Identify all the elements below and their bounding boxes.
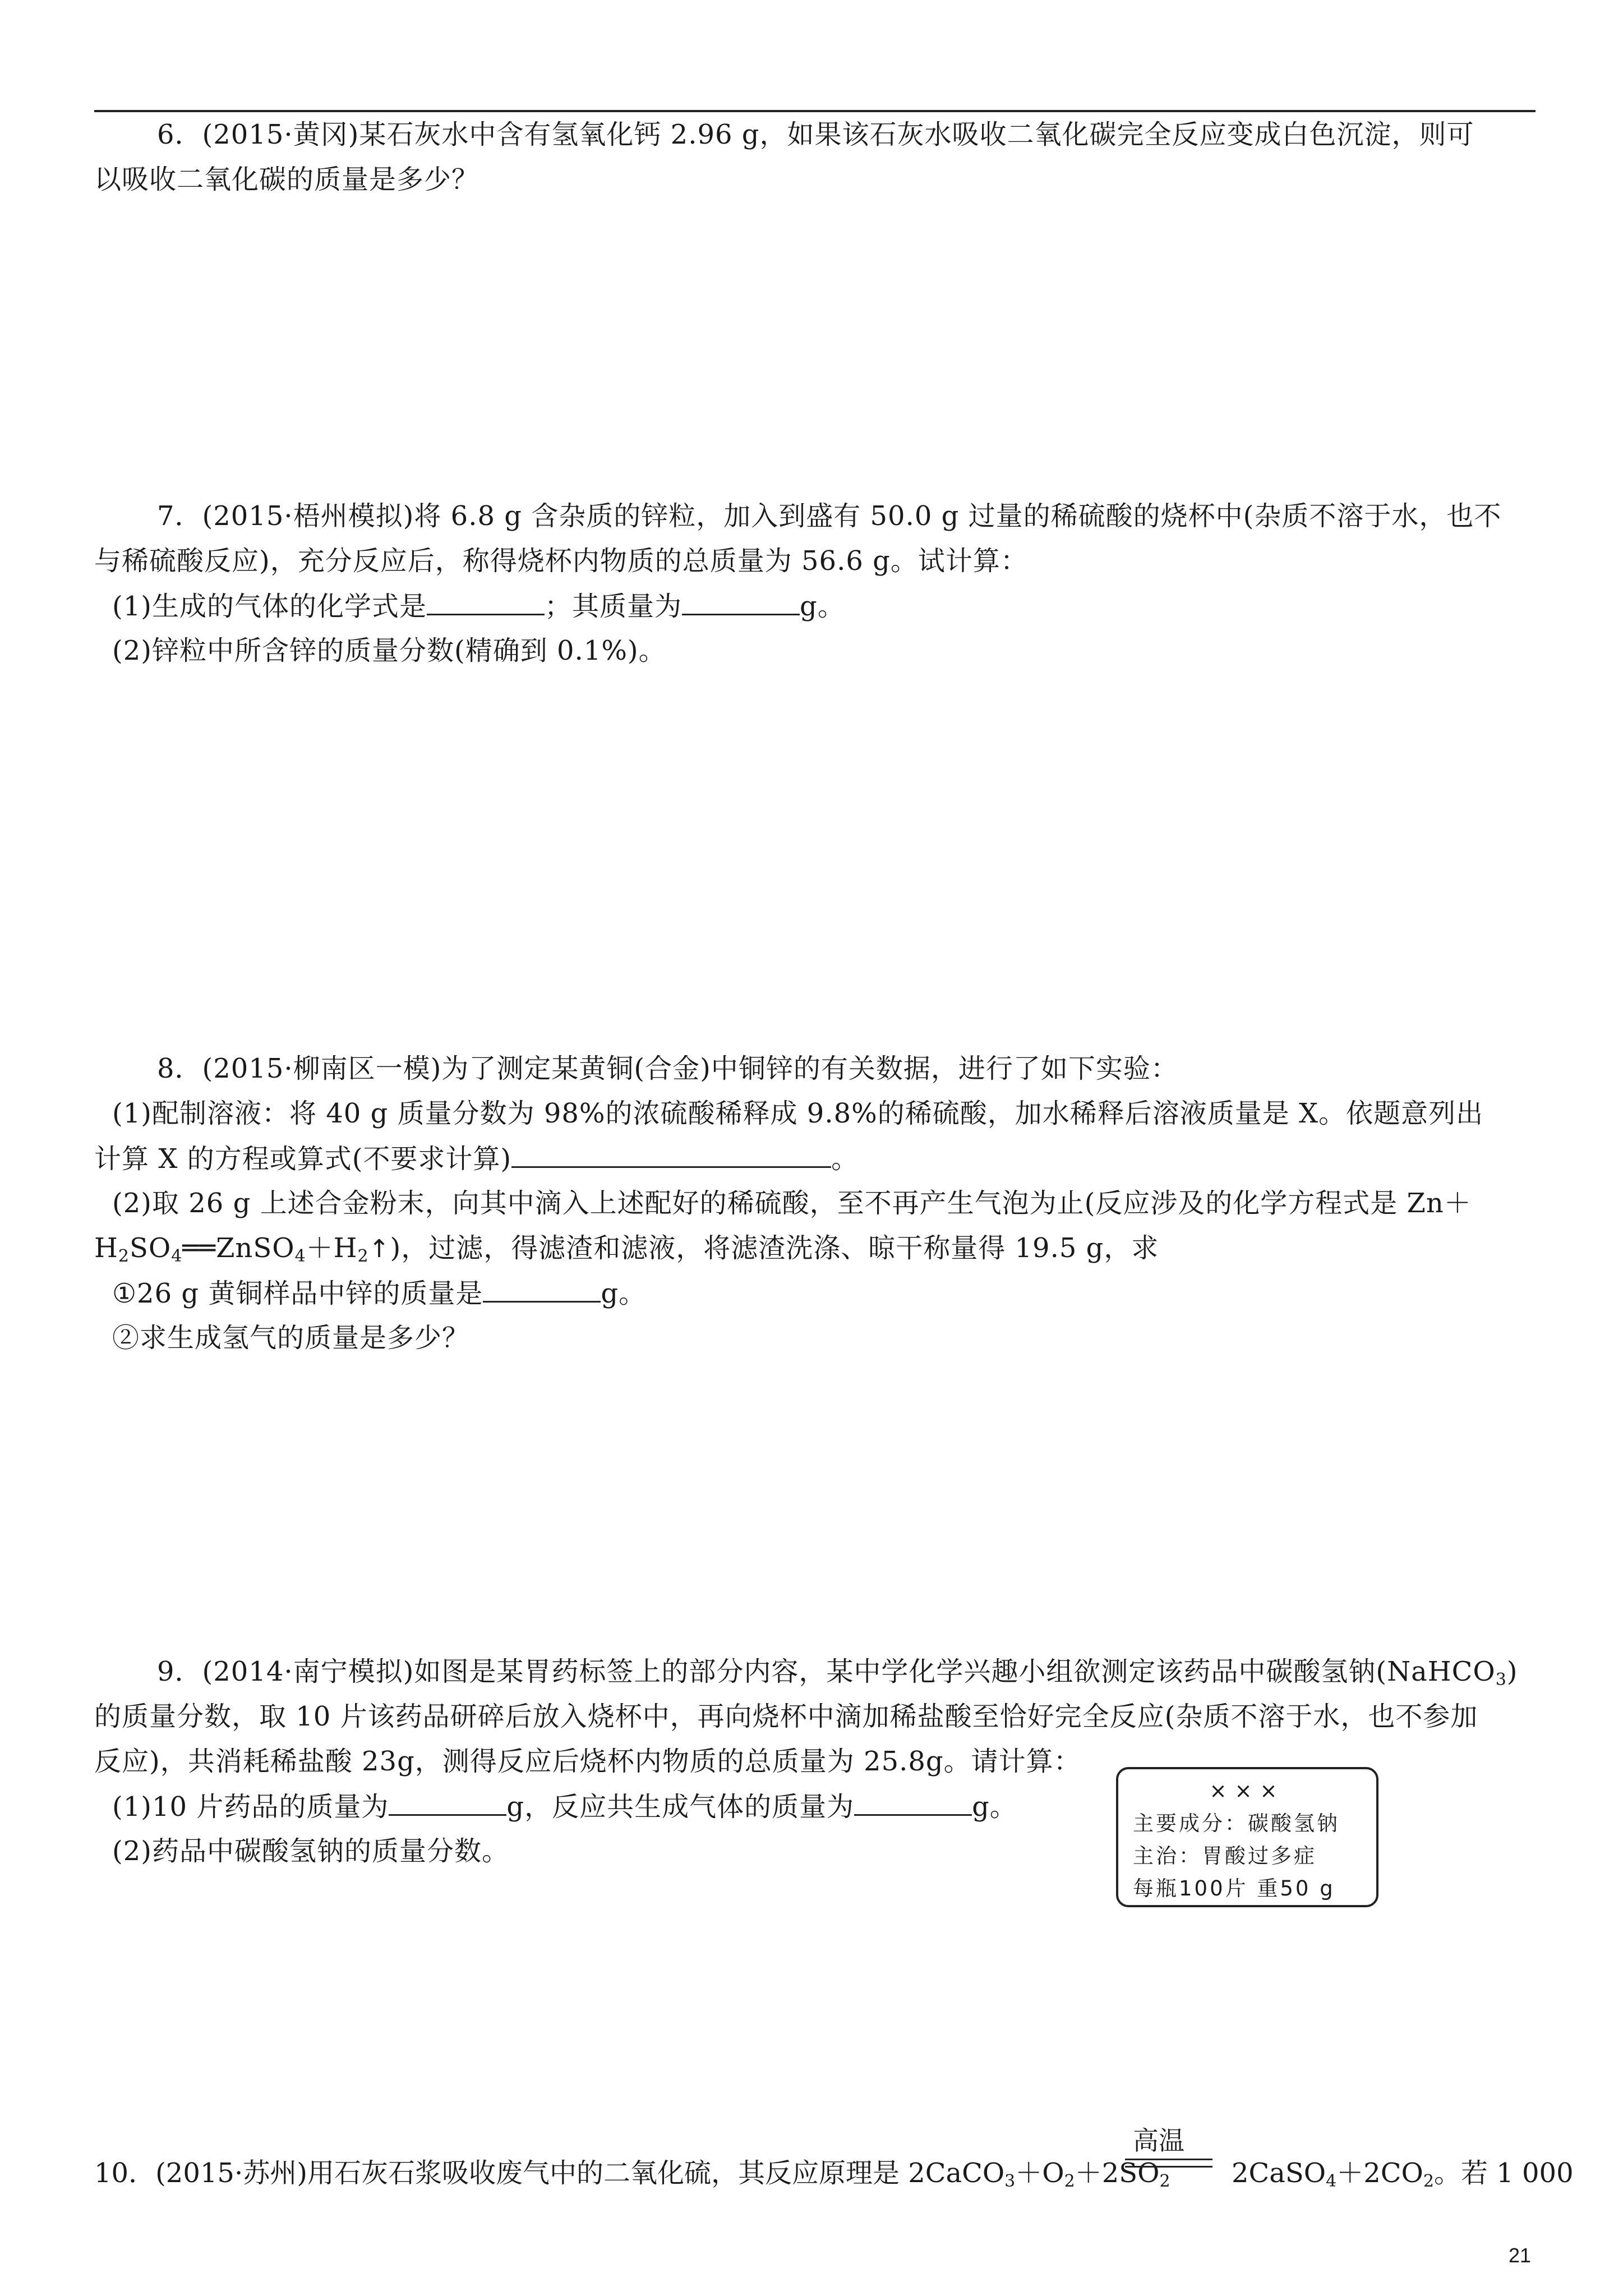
q7-part-1-text-a: (1)生成的气体的化学式是 bbox=[112, 591, 427, 622]
q8-part-1-line-2 bbox=[94, 1142, 859, 1176]
q9-line-1-end: ) bbox=[1506, 1656, 1518, 1687]
q9-line-2: 的质量分数，取 10 片该药品研碎后放入烧杯中，再向烧杯中滴加稀盐酸至恰好完全反应(杂质不溶于水，也不参加 bbox=[94, 1701, 1478, 1732]
equation-term: ＋O bbox=[1015, 2157, 1064, 2189]
reaction-equals-sign bbox=[1125, 2159, 1212, 2168]
up-arrow-icon: ↑ bbox=[368, 1235, 390, 1263]
q6-line-1: 6．(2015·黄冈)某石灰水中含有氢氧化钙 2.96 g，如果该石灰水吸收二氧化碳完全反应变成白色沉淀，则可 bbox=[157, 119, 1474, 150]
q7-part-1-text-b: ；其质量为 bbox=[545, 591, 683, 622]
subscript: 2 bbox=[118, 1246, 130, 1266]
medicine-label bbox=[1116, 1767, 1378, 1907]
label-ingredient: 主要成分：碳酸氢钠 bbox=[1133, 1811, 1340, 1835]
q9-line-1 bbox=[157, 1655, 1518, 1688]
q7-line-1: 7．(2015·梧州模拟)将 6.8 g 含杂质的锌粒，加入到盛有 50.0 g 过量的稀硫酸的烧杯中(杂质不溶于水，也不 bbox=[157, 500, 1502, 532]
q8-part-2-line-2 bbox=[94, 1231, 1159, 1266]
q8-sub-1-text-a: ①26 g 黄铜样品中锌的质量是 bbox=[112, 1278, 483, 1309]
q9-line-3: 反应)，共消耗稀盐酸 23g，测得反应后烧杯内物质的总质量为 25.8g。请计算： bbox=[94, 1746, 1081, 1777]
q8-line-1: 8．(2015·柳南区一模)为了测定某黄铜(合金)中铜锌的有关数据，进行了如下实验： bbox=[157, 1053, 1178, 1084]
q8-part-1-text-b: 计算 X 的方程或算式(不要求计算) bbox=[94, 1143, 512, 1175]
subscript: 2 bbox=[1159, 2171, 1170, 2191]
q10-line-1 bbox=[94, 2156, 1170, 2190]
label-title: ××× bbox=[1209, 1779, 1285, 1803]
subscript: 4 bbox=[171, 1246, 183, 1266]
label-quantity: 每瓶100片 重50 g bbox=[1133, 1876, 1335, 1901]
equation-term: 2CaSO bbox=[1232, 2157, 1326, 2189]
q9-part-1-text-c: g。 bbox=[972, 1791, 1017, 1823]
q8-part-2-line-1: (2)取 26 g 上述合金粉末，向其中滴入上述配好的稀硫酸，至不再产生气泡为止(反应涉及的化学方程式是 Zn＋ bbox=[112, 1188, 1472, 1219]
subscript: 3 bbox=[1004, 2171, 1016, 2191]
equation-term: ＋2SO bbox=[1075, 2157, 1160, 2189]
q6-line-2: 以吸收二氧化碳的质量是多少？ bbox=[94, 164, 479, 195]
q7-part-2: (2)锌粒中所含锌的质量分数(精确到 0.1%)。 bbox=[112, 635, 666, 666]
equation-term: ＋2CO bbox=[1336, 2157, 1423, 2189]
answer-blank[interactable] bbox=[511, 1142, 831, 1168]
q10-line-1-rhs bbox=[1232, 2156, 1574, 2190]
reaction-condition: 高温 bbox=[1133, 2125, 1184, 2156]
answer-blank[interactable] bbox=[483, 1276, 601, 1303]
answer-blank[interactable] bbox=[389, 1789, 506, 1816]
header-rule bbox=[94, 110, 1536, 112]
q8-sub-2: ②求生成氢气的质量是多少？ bbox=[112, 1322, 470, 1354]
page-number: 21 bbox=[1509, 2244, 1532, 2267]
q9-line-1-text: 9．(2014·南宁模拟)如图是某胃药标签上的部分内容，某中学化学兴趣小组欲测定该药品中碳酸氢钠(NaHCO bbox=[157, 1656, 1496, 1687]
q9-part-1-text-b: g，反应共生成气体的质量为 bbox=[506, 1791, 855, 1823]
q9-part-2: (2)药品中碳酸氢钠的质量分数。 bbox=[112, 1835, 509, 1867]
q7-part-1 bbox=[112, 589, 845, 623]
equation-term: H bbox=[94, 1232, 118, 1264]
subscript: 2 bbox=[357, 1246, 369, 1266]
q8-part-2-text: )，过滤，得滤渣和滤液，将滤渣洗涤、晾干称量得 19.5 g，求 bbox=[390, 1232, 1159, 1264]
q9-part-1 bbox=[112, 1789, 1017, 1824]
answer-blank[interactable] bbox=[682, 589, 800, 615]
subscript: 2 bbox=[1423, 2171, 1434, 2191]
q8-sub-1-text-b: g。 bbox=[601, 1278, 647, 1309]
q8-part-1-line-1: (1)配制溶液：将 40 g 质量分数为 98%的浓硫酸稀释成 9.8%的稀硫酸，加水稀释后溶液质量是 X。依题意列出 bbox=[112, 1098, 1484, 1129]
equation-term: SO bbox=[129, 1232, 172, 1264]
subscript: 2 bbox=[1064, 2171, 1075, 2191]
q8-sub-1 bbox=[112, 1276, 646, 1310]
equation-term: ══ZnSO bbox=[182, 1232, 295, 1264]
q8-part-1-text-c: 。 bbox=[831, 1143, 859, 1175]
q7-part-1-text-c: g。 bbox=[800, 591, 845, 622]
subscript: 3 bbox=[1495, 1670, 1507, 1690]
answer-blank[interactable] bbox=[427, 589, 545, 615]
q7-line-2: 与稀硫酸反应)，充分反应后，称得烧杯内物质的总质量为 56.6 g。试计算： bbox=[94, 545, 1028, 577]
q10-text: 10．(2015·苏州)用石灰石浆吸收废气中的二氧化硫，其反应原理是 2CaCO bbox=[94, 2157, 1005, 2189]
equation-term: ＋H bbox=[306, 1232, 358, 1264]
answer-blank[interactable] bbox=[854, 1789, 972, 1816]
q9-part-1-text-a: (1)10 片药品的质量为 bbox=[112, 1791, 389, 1823]
subscript: 4 bbox=[1326, 2171, 1337, 2191]
q10-text-end: 。若 1 000 bbox=[1433, 2157, 1574, 2189]
label-indication: 主治：胃酸过多症 bbox=[1133, 1844, 1317, 1868]
subscript: 4 bbox=[294, 1246, 306, 1266]
